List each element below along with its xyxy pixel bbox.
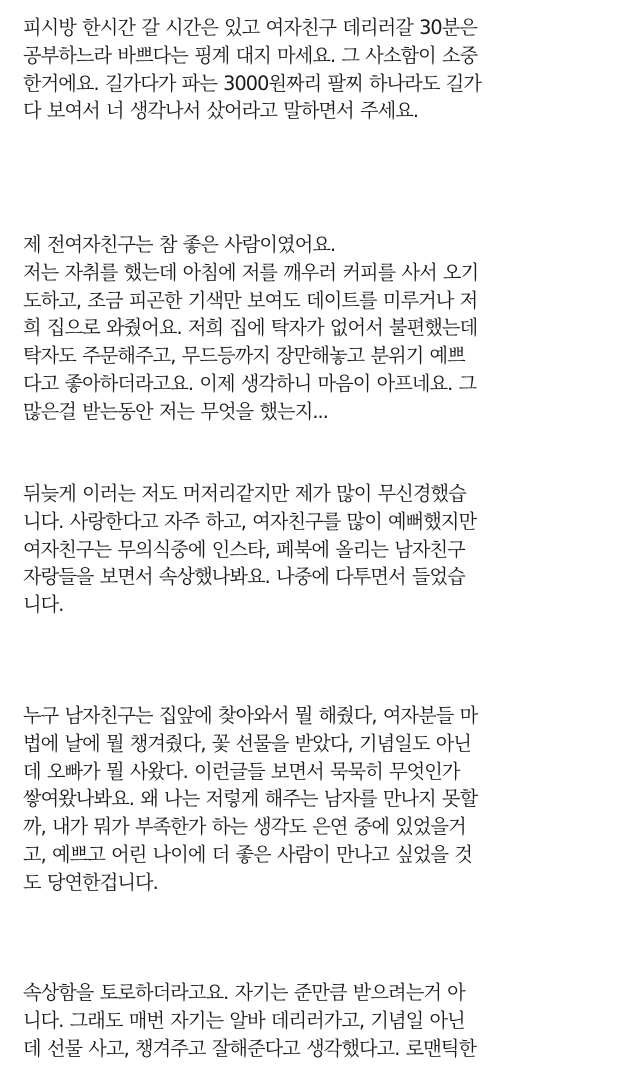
text-line: 누구 남자친구는 집앞에 찾아와서 뭘 해줬다, 여자분들 마 [23,704,478,727]
text-line: 데 오빠가 뭘 사왔다. 이런글들 보면서 묵묵히 무엇인가 [23,759,460,783]
text-line: 까, 내가 뭐가 부족한가 하는 생각도 은연 중에 있었을거 [23,815,466,839]
text-line: 피시방 한시간 갈 시간은 있고 여자친구 데리러갈 30분은 [23,16,477,39]
text-line: 희 집으로 와줬어요. 저희 집에 탁자가 없어서 불편했는데 [23,316,478,340]
text-line: 저는 자취를 했는데 아침에 저를 깨우러 커피를 사서 오기 [23,260,479,284]
text-line: 한거에요. 길가다가 파는 3000원짜리 팔찌 하나라도 길가 [23,71,481,95]
paragraph-5 [23,979,628,1062]
paragraph-2 [23,231,628,426]
text-line: 여자친구는 무의식중에 인스타, 페북에 올리는 남자친구 [23,537,465,561]
paragraph-4 [23,702,628,897]
text-line: 많은걸 받는동안 저는 무엇을 했는지... [23,399,328,423]
text-line: 속상함을 토로하더라고요. 자기는 준만큼 받으려는거 아 [23,981,465,1004]
paragraph-1 [23,14,628,125]
paragraph-3 [23,480,628,619]
text-line: 고, 예쁘고 어린 나이에 더 좋은 사람이 만나고 싶었을 것 [23,842,472,866]
text-line: 제 전여자친구는 참 좋은 사람이였어요. [23,233,336,256]
text-line: 데 선물 사고, 챙겨주고 잘해준다고 생각했다고. 로맨틱한 [23,1036,477,1060]
text-line: 도 당연한겁니다. [23,870,158,894]
text-line: 도하고, 조금 피곤한 기색만 보여도 데이트를 미루거나 저 [23,288,478,312]
text-line: 탁자도 주문해주고, 무드등까지 장만해놓고 분위기 예쁘 [23,344,465,368]
text-line: 다 보여서 너 생각나서 샀어라고 말하면서 주세요. [23,99,419,123]
text-line: 쌓여왔나봐요. 왜 나는 저렇게 해주는 남자를 만나지 못할 [23,787,478,811]
text-line: 뒤늦게 이러는 저도 머저리같지만 제가 많이 무신경했습 [23,482,466,505]
text-line: 다고 좋아하더라고요. 이제 생각하니 마음이 아프네요. 그 [23,371,477,395]
text-line: 니다. [23,593,64,617]
text-line: 자랑들을 보면서 속상했나봐요. 나중에 다투면서 들었습 [23,565,465,589]
text-line: 니다. 사랑한다고 자주 하고, 여자친구를 많이 예뻐했지만 [23,509,477,533]
text-line: 공부하느라 바쁘다는 핑계 대지 마세요. 그 사소함이 소중 [23,43,478,67]
text-line: 니다. 그래도 매번 자기는 알바 데리러가고, 기념일 아닌 [23,1008,465,1032]
text-line: 법에 날에 뭘 챙겨줬다, 꽃 선물을 받았다, 기념일도 아닌 [23,731,471,755]
